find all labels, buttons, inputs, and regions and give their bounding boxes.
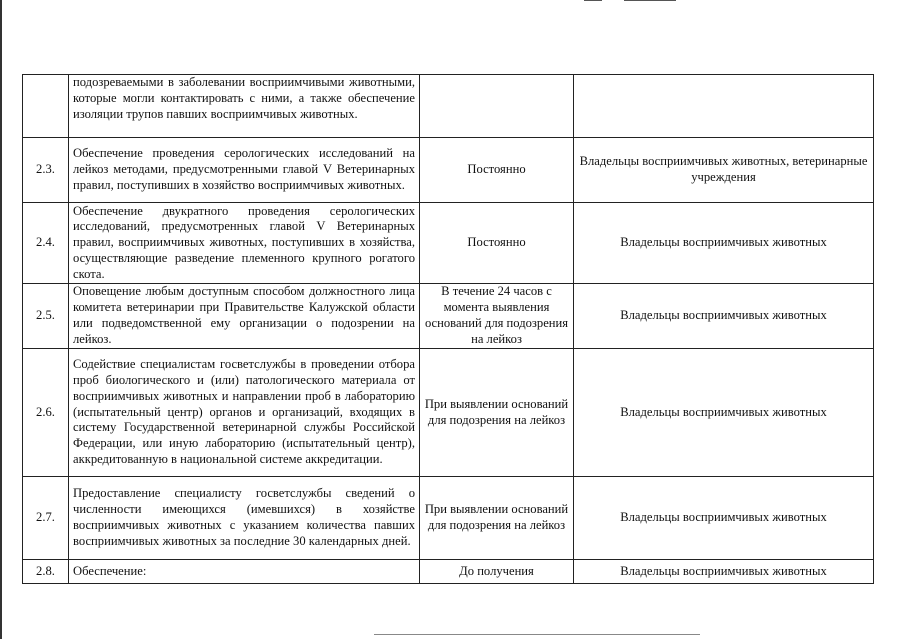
row-responsible: Владельцы восприимчивых животных bbox=[574, 284, 874, 349]
row-responsible bbox=[574, 75, 874, 138]
row-description: Оповещение любым доступным способом должностного лица комитета ветеринарии при Правительстве Калужской области или подведомственной ему организации о подозрении на лейкоз. bbox=[69, 284, 420, 349]
row-term: Постоянно bbox=[420, 203, 574, 284]
row-number: 2.5. bbox=[23, 284, 69, 349]
row-description: Предоставление специалисту госветслужбы сведений о численности имеющихся (имевшихся) в хозяйстве восприимчивых животных с указанием количества павших восприимчивых животных за последние 30 календарных дней. bbox=[69, 477, 420, 560]
row-term: До получения bbox=[420, 560, 574, 584]
table-row bbox=[23, 477, 874, 560]
row-number: 2.7. bbox=[23, 477, 69, 560]
row-description: Содействие специалистам госветслужбы в проведении отбора проб биологического и (или) патологического материала от восприимчивых животных и направлении проб в лабораторию (испытательный центр) органов и организаций, входящих в систему Государственной ветеринарной службы Российской Федерации, или иную лабораторию (испытательный центр), аккредитованную в национальной системе аккредитации. bbox=[69, 349, 420, 477]
page-left-edge bbox=[0, 0, 2, 639]
table-row bbox=[23, 284, 874, 349]
bottom-line-mark bbox=[374, 634, 700, 635]
row-term: При выявлении оснований для подозрения на лейкоз bbox=[420, 477, 574, 560]
row-responsible: Владельцы восприимчивых животных bbox=[574, 477, 874, 560]
row-responsible: Владельцы восприимчивых животных bbox=[574, 349, 874, 477]
table-row bbox=[23, 560, 874, 584]
row-number: 2.6. bbox=[23, 349, 69, 477]
table-row bbox=[23, 75, 874, 138]
row-responsible: Владельцы восприимчивых животных bbox=[574, 560, 874, 584]
row-responsible: Владельцы восприимчивых животных bbox=[574, 203, 874, 284]
row-number: 2.8. bbox=[23, 560, 69, 584]
row-description: Обеспечение: bbox=[69, 560, 420, 584]
row-number: 2.4. bbox=[23, 203, 69, 284]
row-number: 2.3. bbox=[23, 138, 69, 203]
row-description: Обеспечение проведения серологических исследований на лейкоз методами, предусмотренными главой V Ветеринарных правил, поступивших в хозяйство восприимчивых животных. bbox=[69, 138, 420, 203]
measures-table bbox=[22, 74, 874, 584]
row-term: Постоянно bbox=[420, 138, 574, 203]
row-term: В течение 24 часов с момента выявления оснований для подозрения на лейкоз bbox=[420, 284, 574, 349]
row-term: При выявлении оснований для подозрения на лейкоз bbox=[420, 349, 574, 477]
top-line-mark bbox=[624, 0, 676, 1]
table-row bbox=[23, 138, 874, 203]
table-row bbox=[23, 349, 874, 477]
row-term bbox=[420, 75, 574, 138]
row-description: подозреваемыми в заболевании восприимчивыми животными, которые могли контактировать с ними, а также обеспечение изоляции трупов павших восприимчивых животных. bbox=[69, 75, 420, 138]
row-description: Обеспечение двукратного проведения серологических исследований, предусмотренных главой V Ветеринарных правил, восприимчивых животных, поступивших в хозяйства, осуществляющие разведение племенного крупного рогатого скота. bbox=[69, 203, 420, 284]
table-row bbox=[23, 203, 874, 284]
row-responsible: Владельцы восприимчивых животных, ветеринарные учреждения bbox=[574, 138, 874, 203]
top-line-mark bbox=[584, 0, 602, 1]
row-number bbox=[23, 75, 69, 138]
